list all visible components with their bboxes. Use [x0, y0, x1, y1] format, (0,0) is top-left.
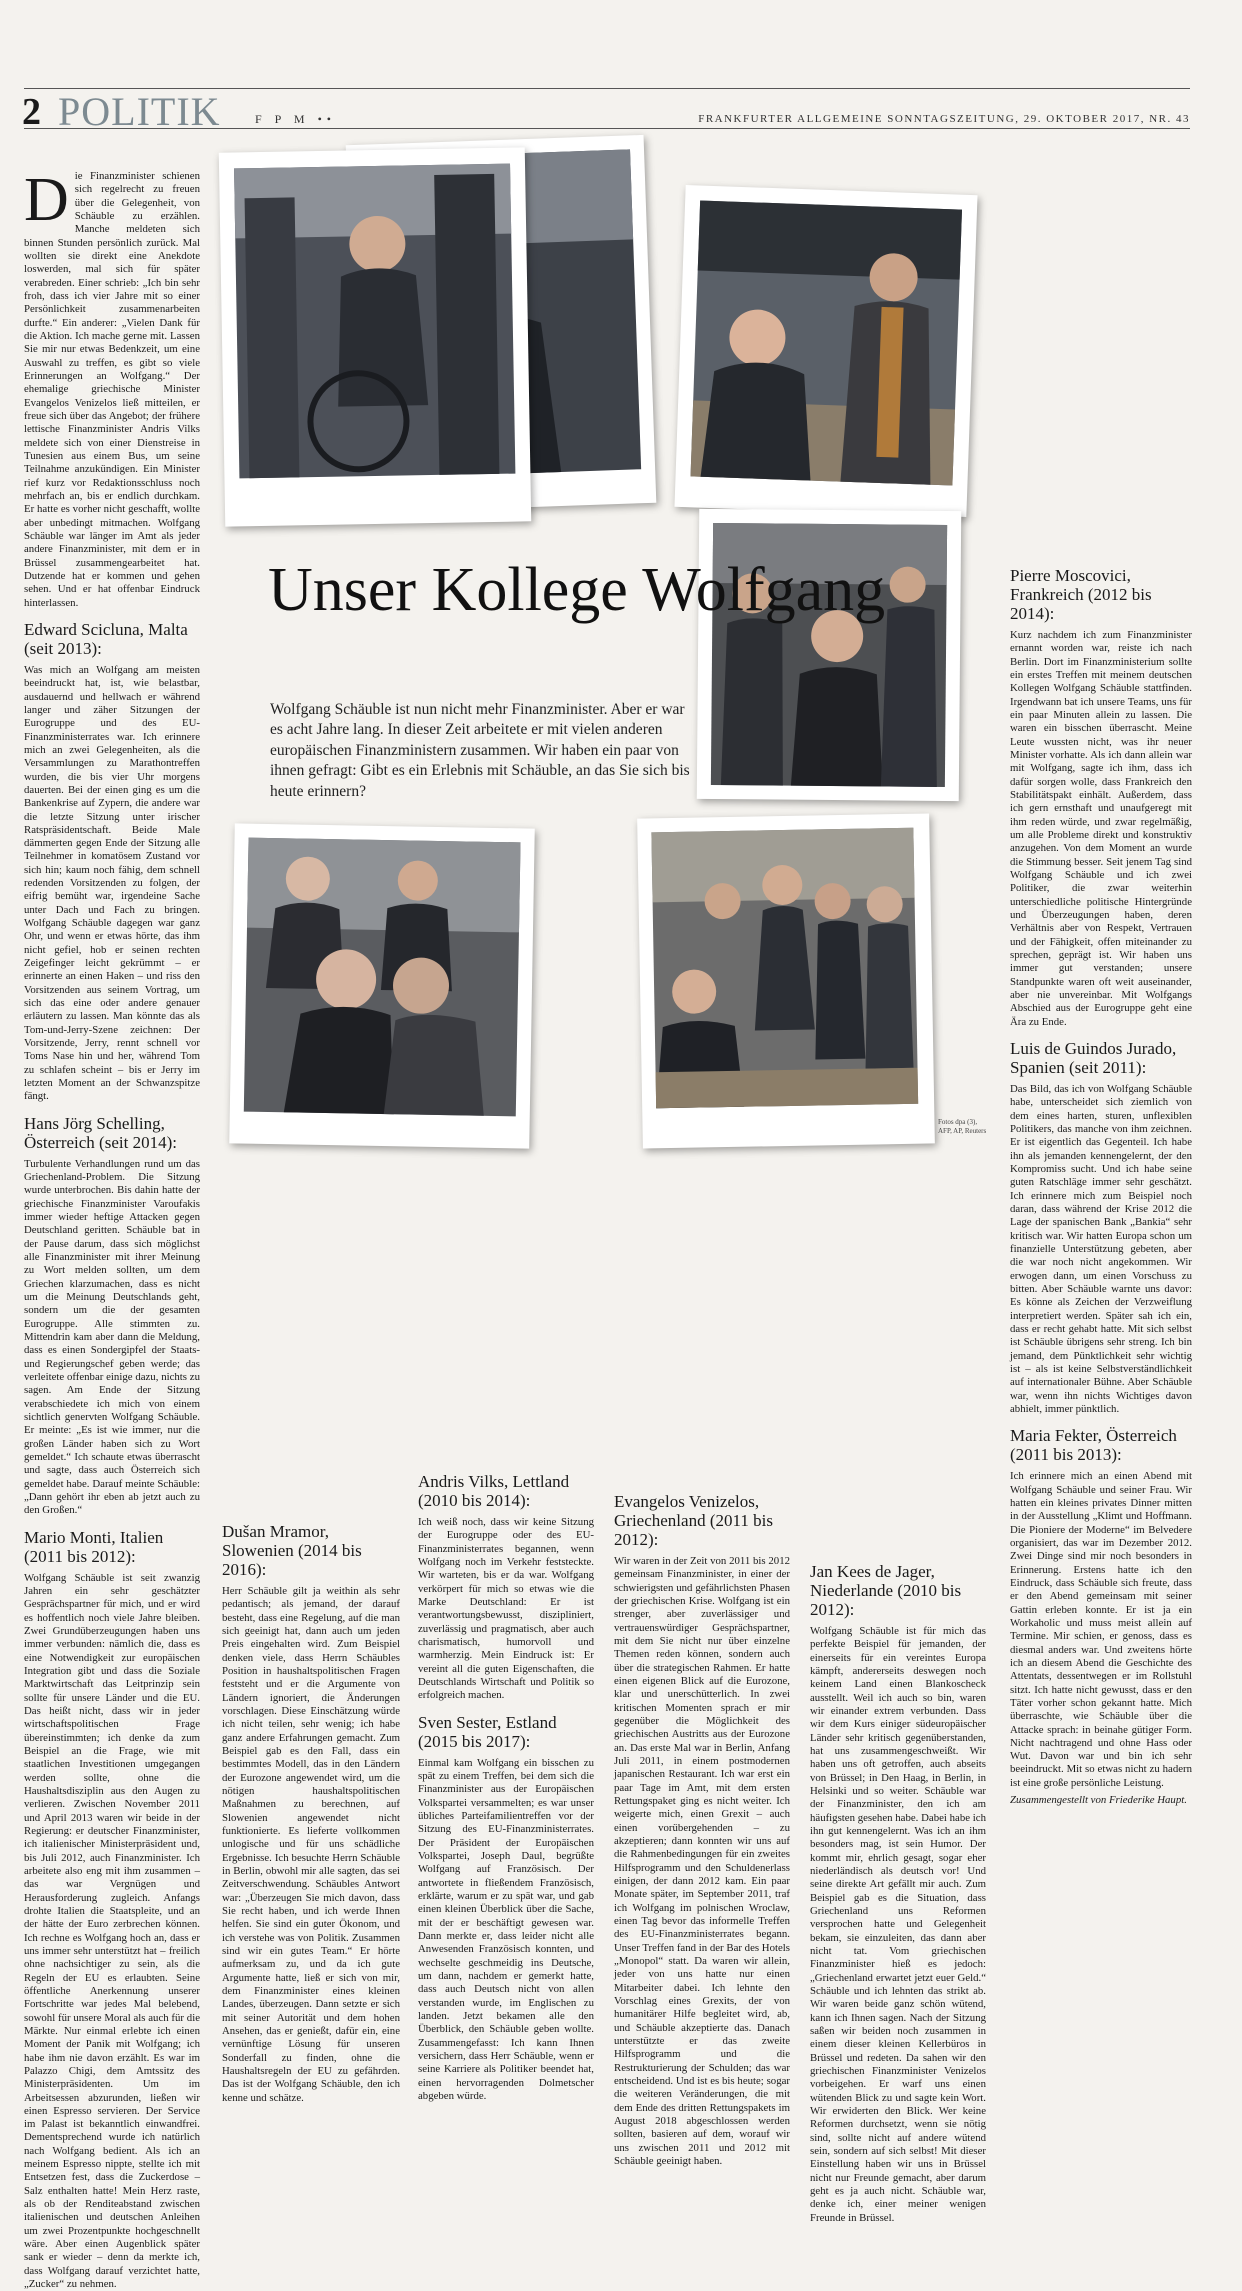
- minister-name: Maria Fekter, Österreich (2011 bis 2013):: [1010, 1426, 1177, 1465]
- column-2: [222, 1212, 400, 2104]
- minister-text: Wir waren in der Zeit von 2011 bis 2012 gemeinsam Finanzminister, in einer der schwierigsten und gefährlichsten Phasen der griechischen Krise. Wolfgang ist ein strenger, aber zuverlässiger und vertrauenswürdiger Gesprächspartner, mit dem Sie nicht nur über einzelne Themen reden können, sondern auch über die strategischen Rahmen. Er hatte einen eigenen Blick auf die Eurozone, klar und unerschütterlich. In zwei kritischen Momenten sprach er mir gegenüber die Möglichkeit des griechischen Austritts aus der Eurozone an. Das erste Mal war in Berlin, Anfang Juli 2011, in einem postmodernen japanischen Restaurant. Ich war erst ein paar Tage im Amt, mit dem ersten Rettungspaket ging es nicht weiter. Ich weigerte mich, einen Grexit – auch einen vorübergehenden – zu akzeptieren; dann konnten wir uns auf die Rahmenbedingungen für ein zweites Hilfsprogramm und den Schuldenerlass einigen, der dann 2012 kam. Ein paar Monate später, im September 2011, traf ich Wolfgang im polnischen Wroclaw, einen Tag bevor das informelle Treffen des EU-Finanzministerrates begann. Unser Treffen fand in der Bar des Hotels „Monopol“ statt. Da waren wir allein, jeder von uns hatte nur einen Mitarbeiter dabei. Ich lehnte den Vorschlag eines Grexits, der von humanitärer Hilfe begleitet wird, ab, und Schäuble akzeptierte das. Danach unterstützte er das zweite Hilfsprogramm und die Restrukturierung der Schulden; das war entscheidend. Und ist es bis heute; sogar die weiteren Veränderungen, die mit dem Ende des dritten Rettungspakets im August 2018 abgeschlossen werden sollten, basieren auf dem, worauf wir uns zwischen 2011 und 2012 mit Schäuble geeinigt haben.: [614, 1555, 790, 2167]
- minister-text: Was mich an Wolfgang am meisten beeindruckt hat, ist, wie belastbar, ausdauernd und hellwach er während langer und zäher Sitzungen der Eurogruppe und des EU-Finanzministerrates war. Ich erinnere mich an zwei Gelegenheiten, als die Versammlungen zu Marathontreffen wurden, die bis vier Uhr morgens dauerten. Bei der einen ging es um die Bankenkrise auf Zypern, die andere war die letzte Sitzung unter irischer Ratspräsidentschaft. Beide Male dämmerten gegen Ende der Sitzung alle Teilnehmer in komatösem Zustand vor sich hin; kaum noch fähig, dem schnell redenden Vorsitzenden zu folgen, der eifrig bemüht war, irgendeine Sache unter Dach und Fach zu bringen. Wolfgang Schäuble dagegen war ganz Ohr, und wenn er etwas hörte, das ihm nicht gefiel, hob er seinen rechten Zeigefinger leicht gekrümmt – er erinnerte an einen Haken – und riss den Vorsitzenden aus seinem Vortrag, um sich das eine oder andere genauer erläutern zu lassen. Man könnte das als Tom-und-Jerry-Szene zeichnen: Der Vorsitzende, Jerry, rennt schnell vor Toms Nase hin und her, während Tom zu schlafen scheint – bis er Jerry im letzten Moment an der Schwanzspitze fängt.: [24, 663, 200, 1103]
- minister-text: Das Bild, das ich von Wolfgang Schäuble habe, unterscheidet sich ziemlich von dem eines harten, sturen, unflexiblen Politikers, das manche von ihm zeichnen. Er ist eigentlich das Gegenteil. Ich habe ihn als jemanden kennengelernt, der den Kompromiss sucht. Und ich habe seine guten Ratschläge immer sehr geschätzt. Ich erinnere mich zum Beispiel noch daran, dass während der Krise 2012 die Lage der spanischen Bank „Bankia“ sehr kritisch war. Wir hatten Europa schon um finanzielle Unterstützung gebeten, aber die war noch nicht angekommen. Wir erwogen dann, um einen Vorschuss zu bitten. Aber Schäuble warnte uns davor: Es könne als Zeichen der Verzweiflung interpretiert werden. Später sah ich ein, dass er recht gehabt hatte. Mit sich selbst ist Schäuble übrigens sehr streng. Ich bin jemand, dem Pünktlichkeit sehr wichtig ist – als ist keine Selbstverständlichkeit auf internationaler Bühne. Aber Schäuble war, wenn ihn nichts Wichtiges davon abhielt, immer pünktlich.: [1010, 1083, 1192, 1415]
- photo-group-eurogroup: [637, 813, 935, 1148]
- minister-text: Herr Schäuble gilt ja weithin als sehr pedantisch; als jemand, der darauf besteht, dass eine Regelung, auf die man sich geeinigt hat, dann auch um jeden Preis eingehalten wird. Zum Beispiel denken viele, dass Herrn Schäubles Position in haushaltspolitischen Fragen feststeht und er die Argumente von Ländern ignoriert, die Änderungen vorschlagen. Diese Einschätzung würde ich nicht teilen, sehr wenig; ich habe ganz andere Erfahrungen gemacht. Zum Beispiel gab es den Fall, dass ein bestimmtes Modell, das in den Ländern der Eurozone angewendet wird, um die nötigen haushaltspolitischen Maßnahmen zu berechnen, auf Slowenien angewendet nicht funktionierte. Es lieferte vollkommen unlogische und für uns schädliche Ergebnisse. Ich besuchte Herrn Schäuble in Berlin, obwohl mir alle sagten, das sei Zeitverschwendung. Schäubles Antwort war: „Überzeugen Sie mich davon, dass Sie recht haben, und ich werde Ihnen helfen. Sie sind ein guter Ökonom, und ich verstehe was von Politik. Zusammen sind wir ein gutes Team.“ Er hörte aufmerksam zu, und da ich gute Argumente hatte, ließ er sich von mir, dem Finanzminister eines kleinen Landes, überzeugen. Dann setzte er sich mit seiner Autorität und dem hohen Ansehen, das er genießt, dafür ein, eine vernünftige Lösung für unseren Sonderfall zu finden, ohne die Haushaltsregeln der EU zu gefährden. Das ist der Wolfgang Schäuble, den ich kenne und schätze.: [222, 1585, 400, 2104]
- minister-name: Luis de Guindos Jurado, Spanien (seit 2011):: [1010, 1038, 1177, 1077]
- minister-name: Edward Scicluna, Malta (seit 2013):: [24, 619, 188, 658]
- photo-handshake-varoufakis: [674, 185, 977, 517]
- minister-name: Hans Jörg Schelling, Österreich (seit 2014):: [24, 1113, 177, 1152]
- edition-mark: F P M ••: [255, 112, 336, 126]
- headline: Unser Kollege Wolfgang: [268, 556, 886, 624]
- minister-name: Pierre Moscovici, Frankreich (2012 bis 2014):: [1010, 566, 1152, 624]
- minister-name: Andris Vilks, Lettland (2010 bis 2014):: [418, 1472, 570, 1511]
- column-6: [1010, 170, 1192, 1807]
- minister-text: Turbulente Verhandlungen rund um das Griechenland-Problem. Die Sitzung wurde unterbrochen. Bis dahin hatte der griechische Finanzminister Varoufakis immer wieder heftige Attacken gegen Deutschland geritten. Schäuble bat in der Pause darum, dass sich möglichst alle Finanzminister mit ihrer Meinung zu Wort melden sollten, um dem Griechen klarzumachen, dass es nicht um die Meinung Deutschlands geht, sondern um die der gesamten Eurogruppe. Alle stimmten zu. Mittendrin kam aber dann die Meldung, dass es einen Sondergipfel der Staats- und Regierungschef geben werde; das verleitete offenbar einige dazu, nichts zu sagen. Am Ende der Sitzung verabschiedete ich mich von einem sichtlich genervten Wolfgang Schäuble. Er meinte: „Es ist wie immer, nur die großen Länder haben sich zu Wort gemeldet.“ Ich schaute etwas überrascht und sagte, dass auch Österreich sich gemeldet habe. Darauf meinte Schäuble: „Dann gehört ihr eben ab jetzt auch zu den Großen.“: [24, 1157, 200, 1517]
- minister-name: Mario Monti, Italien (2011 bis 2012):: [24, 1527, 164, 1566]
- column-4: [614, 1212, 790, 2167]
- photo-image: [651, 828, 918, 1109]
- intro-paragraph: Die Finanzminister schienen sich regelrecht zu freuen über die Gelegenheit, von Schäuble zu erzählen. Manche meldeten sich binnen Stunden persönlich zurück. Mal wollten sie direkt eine Anekdote loswerden, mal sich für später verabreden. Einer schrieb: „Ich bin sehr froh, dass ich vier Jahre mit so einer Persönlichkeit zusammenarbeiten durfte.“ Ein anderer: „Vielen Dank für die Aktion. Ich mache gerne mit. Lassen Sie mir nur etwas Bedenkzeit, um eine Auswahl zu treffen, es gibt so viele Erinnerungen an Wolfgang.“ Der ehemalige griechische Minister Evangelos Venizelos ließ mitteilen, er freue sich über das Angebot; der frühere lettische Finanzminister Andris Vilks meldete sich von einer Dienstreise in Tunesien aus einem Bus, um seine Teilnahme anzukündigen. Ein Minister rief kurz vor Redaktionsschluss noch mehrfach an, bis er endlich durchkam. Er hatte es vorher nicht geschafft, wollte aber unbedingt mitmachen. Wolfgang Schäuble war länger im Amt als jeder andere Finanzminister, mit dem er in Brüssel zusammengearbeitet hat. Dutzende hat er kommen und gehen sehen. Und er hat offenbar Eindruck hinterlassen.: [24, 166, 200, 609]
- minister-text: Kurz nachdem ich zum Finanzminister ernannt worden war, reiste ich nach Berlin. Dort im Finanzministerium sollte ein erstes Treffen mit meinem deutschen Kollegen Wolfgang Schäuble stattfinden. Irgendwann bat ich unsere Teams, uns für ein paar Minuten allein zu lassen. Die waren ein bisschen überrascht. Meine Leute wussten nicht, was ihr neuer Minister vorhatte. Als ich dann allein war mit Wolfgang, sagte ich ihm, dass ich dafür sorgen wolle, dass Frankreich den Stabilitätspakt einhält. Außerdem, dass ich gern ernsthaft und unaufgeregt mit ihm reden würde, und zwar regelmäßig, um alle Probleme direkt und konstruktiv anzugehen. Von dem Moment an wurde die Stimmung besser. Seit jenem Tag sind Wolfgang Schäuble und ich zwei Politiker, die zwar weiterhin unterschiedliche politische Hintergründe und Überzeugungen haben, deren Verhältnis aber von Respekt, Vertrauen und der Fähigkeit, offen miteinander zu sprechen, geprägt ist. Wir haben uns immer gut verstanden; unsere Standpunkte waren oft weit auseinander, aber nie unvereinbar. Mit Wolfgangs Abschied aus der Eurogruppe geht eine Ära zu Ende.: [1010, 629, 1192, 1028]
- minister-name: Sven Sester, Estland (2015 bis 2017):: [418, 1712, 557, 1751]
- photo-image: [234, 164, 515, 479]
- deck: Wolfgang Schäuble ist nun nicht mehr Finanzminister. Aber er war es acht Jahre lang. In dieser Zeit arbeitete er mit vielen anderen europäischen Finanzministern zusammen. Wir haben ein paar von ihnen gefragt: Gibt es ein Erlebnis mit Schäuble, an das Sie sich bis heute erinnern?: [270, 701, 690, 800]
- minister-name: Evangelos Venizelos, Griechenland (2011 bis 2012):: [614, 1492, 773, 1550]
- minister-text: Wolfgang Schäuble ist seit zwanzig Jahren ein sehr geschätzter Gesprächspartner für mich, und er wird es hoffentlich noch viele Jahre bleiben. Zwei Grundüberzeugungen haben uns immer verbunden: nämlich die, dass es eine Notwendigkeit zur europäischen Integration gibt und dass die Soziale Marktwirtschaft das Leitprinzip sein sollte für unsere Länder und die EU. Das heißt nicht, dass wir in jeder wirtschaftspolitischen Frage übereinstimmten; ich denke da zum Beispiel an die Frage, wie mit staatlichen Investitionen umgegangen werden sollte, ohne die Haushaltsdisziplin aus den Augen zu verlieren. Zwischen November 2011 und April 2013 waren wir beide in der Regierung: er deutscher Finanzminister, ich italienischer Ministerpräsident und, bis Juli 2012, auch Finanzminister. Ich arbeitete also eng mit ihm zusammen – das war Vergnügen und Herausforderung zugleich. Anfangs drohte Italien die Staatspleite, und an der hätte der Euro zerbrechen können. Ich rechne es Wolfgang hoch an, dass er uns immer sehr unterstützt hat – freilich ohne nachsichtiger zu sein, als die Regeln der EU es erlaubten. Seine öffentliche Anerkennung unserer Fortschritte war jedes Mal belebend, sowohl für unsere Moral als auch für die Märkte. Nur einmal erlebte ich einen Moment der Panik mit Wolfgang; ich habe ihm nie davon erzählt. Es war im Palazzo Chigi, dem Amtssitz des Ministerpräsidenten. Um im Arbeitsessen abzurunden, ließen wir einen Espresso servieren. Der Service im Palast ist bekanntlich einwandfrei. Dementsprechend wurde ich natürlich nach Wolfgang bedient. Als ich an meinem Espresso nippte, stellte ich mit Entsetzen fest, dass die Zuckerdose – Salz enthalten hatte! Mein Herz raste, als ob der Renditeabstand zwischen italienischen und deutschen Anleihen um zwei Prozentpunkte hochgeschnellt wäre. Aber einen Augenblick später sank er wieder – denn da merkte ich, dass Wolfgang darauf verzichtet hatte, „Zucker“ zu nehmen.: [24, 1571, 200, 2291]
- minister-text: Ich erinnere mich an einen Abend mit Wolfgang Schäuble und seiner Frau. Wir hatten ein kleines privates Dinner mitten in der Ausstellung „Klimt und Hoffmann. Die Pioniere der Moderne“ im Belvedere organisiert, das war im Dezember 2012. Zwei Dinge sind mir noch besonders in Erinnerung. Erstens hatte ich den Eindruck, dass Schäuble sich freute, dass er den Abend gemeinsam mit seiner Gattin erleben konnte. Er ist ja ein Workaholic und muss meist allein auf Termine. Mir schien, er genoss, dass es diesmal anders war. Und zweitens hörte ich an diesem Abend die Geschichte des Attentats, dessentwegen er im Rollstuhl sitzt. Ich hatte nicht gewusst, dass er den Täter vorher schon gekannt hatte. Mich überraschte, wie Schäuble über die Attacke sprach: in beinahe gütiger Form. Nicht nachtragend und ohne Hass oder Wut. Davon war und bin ich sehr beeindruckt. Mit so etwas nicht zu hadern ist eine große persönliche Leistung.: [1010, 1470, 1192, 1789]
- minister-name: Jan Kees de Jager, Niederlande (2010 bis 2012):: [810, 1562, 962, 1620]
- masthead: FRANKFURTER ALLGEMEINE SONNTAGSZEITUNG, 29. OKTOBER 2017, NR. 43: [698, 113, 1190, 125]
- column-3: [418, 1212, 594, 2102]
- photo-schaeuble-smiling: [697, 509, 962, 801]
- photo-image: [244, 838, 521, 1117]
- column-1: [24, 166, 200, 2291]
- column-5: [810, 1212, 986, 2224]
- header-rule-bottom: [24, 128, 1190, 129]
- section-title: POLITIK: [58, 89, 221, 134]
- minister-name: Dušan Mramor, Slowenien (2014 bis 2016):: [222, 1522, 362, 1580]
- minister-text: Wolfgang Schäuble ist für mich das perfekte Beispiel für jemanden, der einerseits für ein vereintes Europa kämpft, andererseits deswegen noch keinem Land einen Blankoscheck ausstellt. Weil ich auch so bin, waren wir einander extrem verbunden. Dass wir dem Kurs einiger südeuropäischer Länder sehr kritisch gegenüberstanden, hat uns zusammengeschweißt. Wir haben uns oft getroffen, auch abseits von Brüssel; in Den Haag, in Berlin, in Helsinki und so weiter. Schäuble war der Finanzminister, den ich am häufigsten gesehen habe. Dabei habe ich ihn gut kennengelernt. Was ich an ihm besonders mag, ist sein Humor. Der kommt mir, ehrlich gesagt, sogar eher niederländisch als deutsch vor! Und seine direkte Art gefällt mir auch. Zum Beispiel gab es die Situation, dass Griechenland uns Reformen versprochen hatte und Gelegenheit bekam, sie einzuleiten, das dann aber nicht tat. Vom griechischen Finanzminister hieß es jedoch: „Griechenland erwartet jetzt euer Geld.“ Schäuble und ich lehnten das strikt ab. Wir waren beide ganz schön wütend, kann ich Ihnen sagen. Nach der Sitzung saßen wir beiden noch zusammen in einem dieser kleinen Kellerbüros in Brüssel und redeten. Da sahen wir den griechischen Finanzminister Venizelos vorbeigehen. Er warf uns einen wütenden Blick zu und sagte kein Wort. Wir erwiderten den Blick. Wer keine Reformen durchsetzt, wenn sie nötig sind, sollte nicht auf andere wütend sein, sondern auf sich selbst! Mit dieser Einstellung haben wir uns in Brüssel nicht nur Freunde gemacht, aber darum geht es ja auch nicht. Schäuble war, denke ich, einer meiner wenigen Freunde in Brüssel.: [810, 1625, 986, 2224]
- minister-text: Einmal kam Wolfgang ein bisschen zu spät zu einem Treffen, bei dem sich die Finanzminister aus der Europäischen Volkspartei versammelten; es war unser übliches Parteifamilientreffen vor der Sitzung des EU-Finanzministerrates. Der Präsident der Europäischen Volkspartei, Joseph Daul, begrüßte Wolfgang auf Französisch. Der antwortete in fließendem Französisch, erklärte, warum er zu spät war, und gab einen kleinen Überblick über die Sache, mit der er beschäftigt gewesen war. Dann merkte er, dass leider nicht alle Anwesenden Französisch konnten, und wechselte geschmeidig ins Deutsche, um dann, nachdem er gemerkt hatte, dass auch Deutsch nicht von allen verstanden wurde, im Englischen zu landen. Jetzt bekamen alle den Überblick, den Schäuble geben wollte. Zusammengefasst: Ich kann Ihnen versichern, dass Herr Schäuble, wenn er seine Karriere als Politiker beendet hat, einen hervorragenden Dolmetscher abgeben würde.: [418, 1756, 594, 2102]
- photo-lagarde-meeting: [229, 823, 535, 1148]
- photo-credit: Fotos dpa (3), AFP, AP, Reuters: [938, 1118, 987, 1136]
- page-number: 2: [22, 91, 41, 133]
- drop-cap: D: [24, 166, 69, 234]
- photo-image: [691, 201, 962, 486]
- photo-schaeuble-wheelchair: [219, 147, 531, 526]
- byline: Zusammengestellt von Friederike Haupt.: [1010, 1794, 1187, 1807]
- minister-text: Ich weiß noch, dass wir keine Sitzung der Eurogruppe oder des EU-Finanzministerrates begannen, wenn Wolfgang noch im Verkehr feststeckte. Wir warteten, bis er da war. Wolfgang verkörpert für mich so etwas wie die Marke Deutschland: Er ist verantwortungsbewusst, diszipliniert, zuverlässig und pragmatisch, aber auch charismatisch, humorvoll und warmherzig. Mein Eindruck ist: Er vereint all die guten Eigenschaften, die Deutschlands Wirtschaft und Politik so erfolgreich machen.: [418, 1516, 594, 1702]
